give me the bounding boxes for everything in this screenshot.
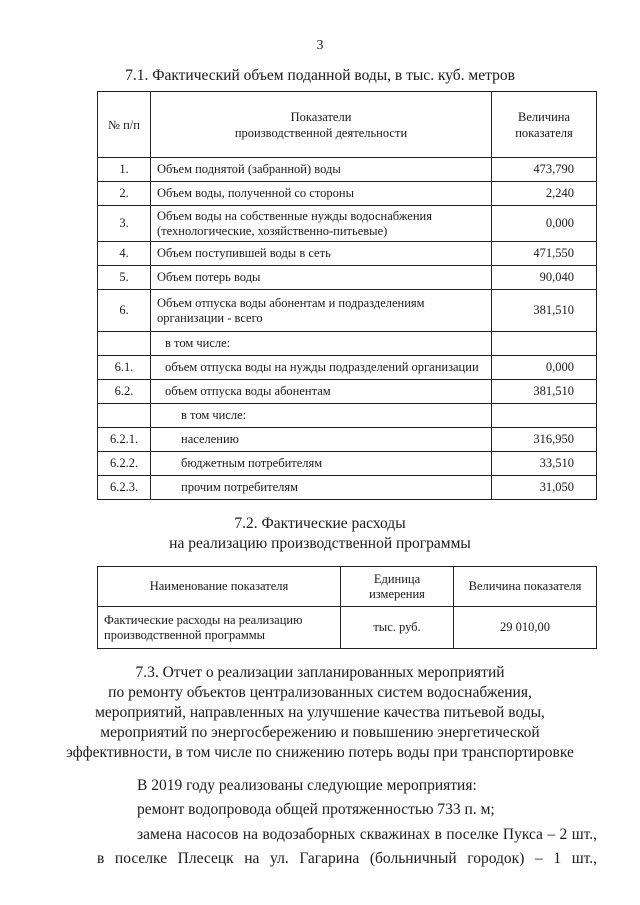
row-num: 5. <box>98 266 151 290</box>
table-row <box>98 266 597 290</box>
row-num: 6.2. <box>98 380 151 404</box>
section-7-3-title-line2: по ремонту объектов централизованных систем водоснабжения, <box>108 684 532 701</box>
table-row <box>98 380 597 404</box>
expenses-header-unit: Единица измерения <box>341 567 454 607</box>
row-name: в том числе: <box>151 404 492 428</box>
table-row <box>98 356 597 380</box>
row-value: 471,550 <box>492 242 597 266</box>
row-name: в том числе: <box>151 332 492 356</box>
table-row <box>98 332 597 356</box>
section-7-2-title-line2: на реализацию производственной программы <box>169 535 471 552</box>
expenses-header-value: Величина показателя <box>454 567 597 607</box>
section-7-3-title-line4: мероприятий по энергосбережению и повышению энергетической <box>100 724 540 741</box>
row-value: 473,790 <box>492 158 597 182</box>
row-num <box>98 332 151 356</box>
row-name: Объем воды на собственные нужды водоснабжения (технологические, хозяйственно-питьевые) <box>151 206 492 242</box>
row-name: Объем потерь воды <box>151 266 492 290</box>
header-indicator-line1: Показатели <box>290 109 352 124</box>
table-row <box>98 428 597 452</box>
row-value: 2,240 <box>492 182 597 206</box>
header-value <box>492 92 597 158</box>
expenses-row-name: Фактические расходы на реализацию производственной программы <box>98 607 341 649</box>
paragraph-pumps-cont: в поселке Плесецк на ул. Гагарина (больничный городок) – 1 шт., <box>97 850 597 867</box>
row-value: 33,510 <box>492 452 597 476</box>
row-num: 6.2.3. <box>98 476 151 500</box>
row-name: Объем отпуска воды абонентам и подразделениям организации - всего <box>151 290 492 332</box>
table-row <box>98 290 597 332</box>
expenses-row-value: 29 010,00 <box>454 607 597 649</box>
header-num: № п/п <box>98 92 151 158</box>
row-num: 6.2.1. <box>98 428 151 452</box>
row-value <box>492 404 597 428</box>
row-value: 316,950 <box>492 428 597 452</box>
row-num: 6.2.2. <box>98 452 151 476</box>
row-num: 3. <box>98 206 151 242</box>
row-num: 1. <box>98 158 151 182</box>
row-name: прочим потребителям <box>151 476 492 500</box>
paragraph-pumps: замена насосов на водозаборных скважинах в поселке Пукса – 2 шт., <box>137 826 597 843</box>
row-num: 4. <box>98 242 151 266</box>
row-name: населению <box>151 428 492 452</box>
page-number: 3 <box>316 38 324 53</box>
row-value: 0,000 <box>492 206 597 242</box>
table-row <box>98 206 597 242</box>
expenses-header-name: Наименование показателя <box>98 567 341 607</box>
expenses-header-row <box>98 567 597 607</box>
table-row <box>98 476 597 500</box>
expenses-row-unit: тыс. руб. <box>341 607 454 649</box>
row-name: Объем поступившей воды в сеть <box>151 242 492 266</box>
table-row <box>98 452 597 476</box>
row-value <box>492 332 597 356</box>
row-name: Объем воды, полученной со стороны <box>151 182 492 206</box>
row-value: 381,510 <box>492 290 597 332</box>
row-value: 90,040 <box>492 266 597 290</box>
section-7-3-title-line5: эффективности, в том числе по снижению потерь воды при транспортировке <box>66 744 574 761</box>
row-value: 31,050 <box>492 476 597 500</box>
row-value: 0,000 <box>492 356 597 380</box>
row-name: объем отпуска воды на нужды подразделений организации <box>151 356 492 380</box>
table-header-row <box>98 92 597 158</box>
row-num: 6. <box>98 290 151 332</box>
expenses-table <box>97 566 597 649</box>
row-name: Объем поднятой (забранной) воды <box>151 158 492 182</box>
table-row <box>98 158 597 182</box>
row-num <box>98 404 151 428</box>
section-7-3-title-line1: 7.3. Отчет о реализации запланированных мероприятий <box>135 664 505 681</box>
header-value-line2: показателя <box>515 125 573 140</box>
row-num: 2. <box>98 182 151 206</box>
header-value-line1: Величина <box>517 109 571 124</box>
row-num: 6.1. <box>98 356 151 380</box>
row-value: 381,510 <box>492 380 597 404</box>
paragraph-repair: ремонт водопровода общей протяженностью 733 п. м; <box>137 801 495 818</box>
row-name: бюджетным потребителям <box>151 452 492 476</box>
header-indicator-line2: производственной деятельности <box>234 125 408 140</box>
table-row <box>98 404 597 428</box>
section-7-1-title: 7.1. Фактический объем поданной воды, в тыс. куб. метров <box>125 67 515 84</box>
table-row <box>98 242 597 266</box>
section-7-2-title-line1: 7.2. Фактические расходы <box>234 515 406 532</box>
water-volume-table <box>97 91 597 500</box>
table-row <box>98 182 597 206</box>
section-7-3-title-line3: мероприятий, направленных на улучшение качества питьевой воды, <box>95 704 545 721</box>
header-indicator <box>151 92 492 158</box>
paragraph-intro: В 2019 году реализованы следующие мероприятия: <box>137 777 477 794</box>
expenses-row <box>98 607 597 649</box>
row-name: объем отпуска воды абонентам <box>151 380 492 404</box>
